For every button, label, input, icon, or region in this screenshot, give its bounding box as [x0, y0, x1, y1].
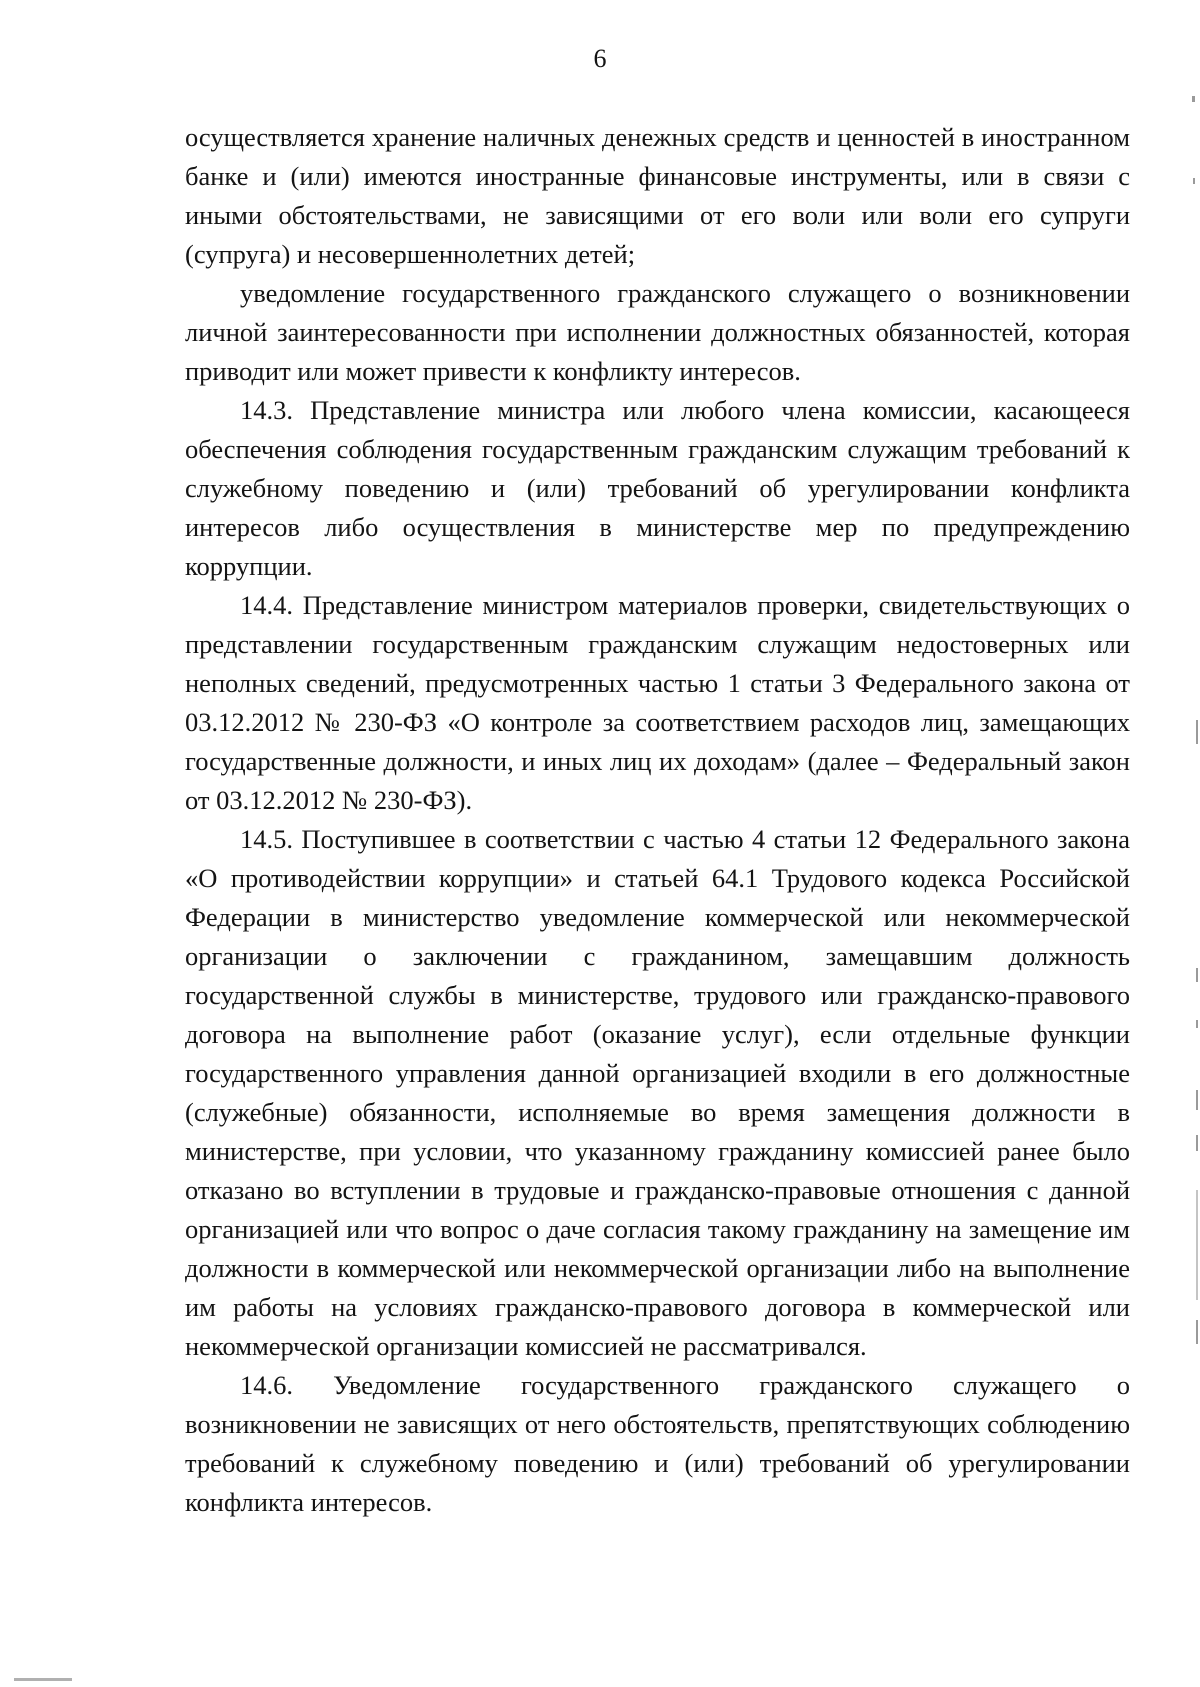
- scan-edge-mark: [1196, 1135, 1198, 1151]
- scan-edge-mark: [1196, 720, 1198, 744]
- scan-edge-mark: [1196, 1090, 1198, 1110]
- paragraph-14-4: 14.4. Представление министром материалов проверки, свидетельствующих о представлении государственным гражданским служащим недостоверных или неполных сведений, предусмотренных частью 1 статьи 3 Федерального закона от 03.12.2012 № 230-ФЗ «О контроле за соответствием расходов лиц, замещающих государственные должности, и иных лиц их доходам» (далее – Федеральный закон от 03.12.2012 № 230-ФЗ).: [185, 590, 1130, 815]
- paragraph-14-5: 14.5. Поступившее в соответствии с частью 4 статьи 12 Федерального закона «О противодействии коррупции» и статьей 64.1 Трудового кодекса Российской Федерации в министерство уведомление коммерческой или некоммерческой организации о заключении с гражданином, замещавшим должность государственной службы в министерстве, трудового или гражданско-правового договора на выполнение работ (оказание услуг), если отдельные функции государственного управления данной организацией входили в его должностные (служебные) обязанности, исполняемые во время замещения должности в министерстве, при условии, что указанному гражданину комиссией ранее было отказано во вступлении в трудовые и гражданско-правовые отношения с данной организацией или что вопрос о даче согласия такому гражданину на замещение им должности в коммерческой или некоммерческой организации либо на выполнение им работы на условиях гражданско-правового договора в коммерческой или некоммерческой организации комиссией не рассматривался.: [185, 824, 1130, 1361]
- paragraph-continuation: осуществляется хранение наличных денежных средств и ценностей в иностранном банке и (или) имеются иностранные финансовые инструменты, или в связи с иными обстоятельствами, не зависящими от его воли или воли его супруги (супруга) и несовершеннолетних детей;: [185, 122, 1130, 269]
- page-number: 6: [593, 44, 607, 73]
- scan-edge-mark: [1192, 96, 1195, 102]
- scan-edge-mark: [1196, 968, 1198, 982]
- scan-edge-mark: [1196, 1190, 1198, 1300]
- paragraph-14-3: 14.3. Представление министра или любого члена комиссии, касающееся обеспечения соблюдения государственным гражданским служащим требований к служебному поведению и (или) требований об урегулировании конфликта интересов либо осуществления в министерстве мер по предупреждению коррупции.: [185, 395, 1130, 581]
- scan-edge-mark: [14, 1678, 72, 1681]
- scan-edge-mark: [1196, 1020, 1198, 1028]
- scan-edge-mark: [1193, 178, 1195, 184]
- scan-edge-mark: [1196, 1320, 1198, 1344]
- paragraph-14-6: 14.6. Уведомление государственного гражданского служащего о возникновении не зависящих от него обстоятельств, препятствующих соблюдению требований к служебному поведению и (или) требований об урегулировании конфликта интересов.: [185, 1370, 1130, 1517]
- document-body: [185, 118, 1130, 1522]
- paragraph-conflict-notice: уведомление государственного гражданского служащего о возникновении личной заинтересованности при исполнении должностных обязанностей, которая приводит или может привести к конфликту интересов.: [185, 278, 1130, 386]
